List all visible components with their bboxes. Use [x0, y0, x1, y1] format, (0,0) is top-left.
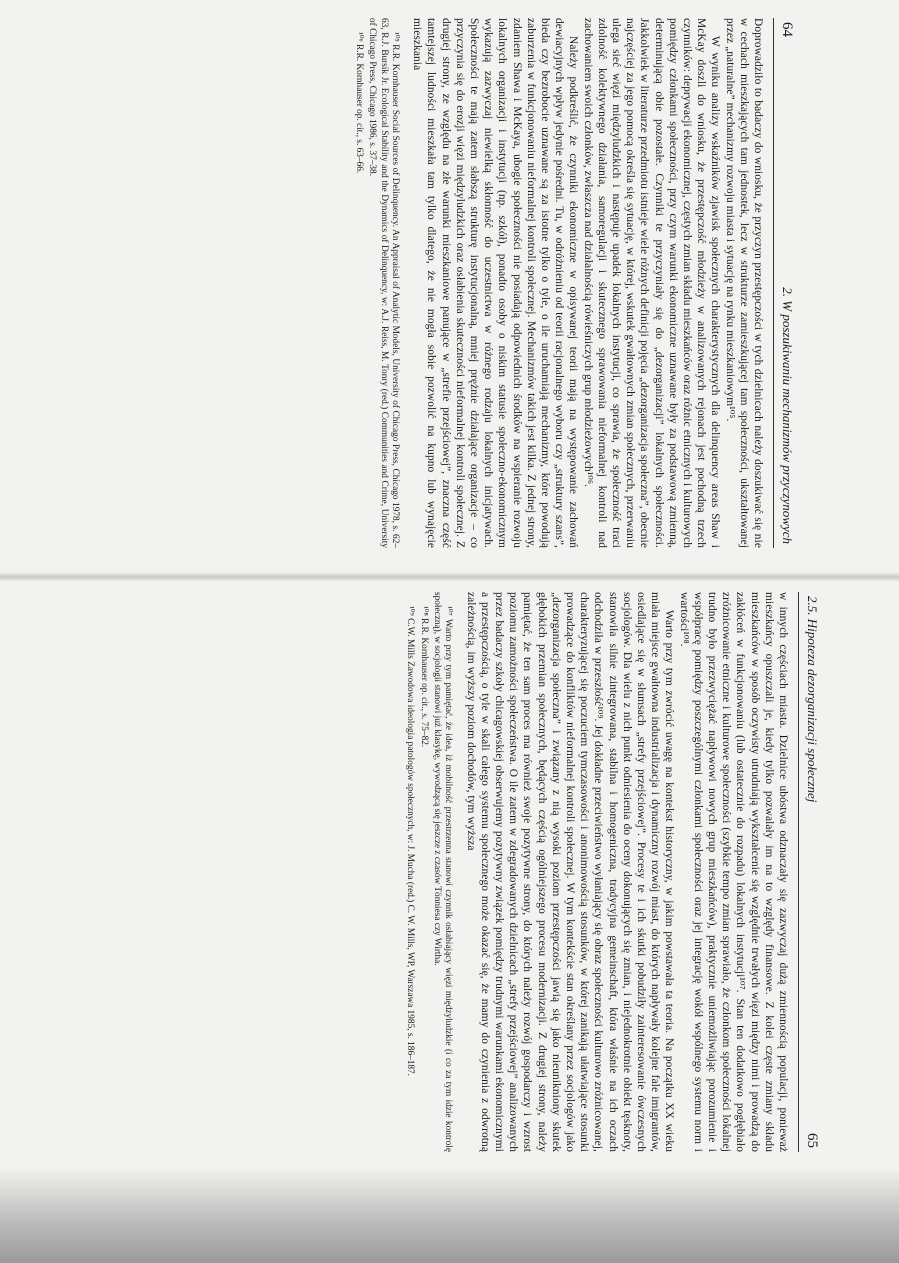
page-64	[35, 18, 795, 548]
page-number: 64	[779, 22, 795, 37]
paragraph: Warto przy tym zwrócić uwagę na kontekst historyczny, w jakim powstawała ta teoria. Na początku XX wieku miała miejsce gwałtowna industrializacja i dynamiczny rozwój miast, do których napływały kolejne fale imigrantów, osiedlające się w słumsach „strefy przejściowej”. Procesy te i ich skutki pobudziły zainteresowanie ówczesnych socjologów. Dla wielu z nich punkt odniesienia do oceny dokonujących się zmian, i niejednokrotnie obiekt tęsknoty, stanowiła silnie zintegrowana, stabilna i homogeniczna, tradycyjna gemeinschaft, która właśnie na ich oczach odchodziła w przeszłość¹⁰⁹. Jej dokładne przeciwieństwo wyłaniający się obraz społeczności kulturowo zróżnicowanej, charakteryzującej się poczuciem tymczasowości i anonimowością stosunków, w której zanikają ułatwiające stosunki prowadzące do konfliktów nieformalnej kontroli społecznej. W tym kontekście stan określany przez socjologów jako „dezorganizacja społeczna” i związany z nią wysoki poziom przestępczości jawią się jako nieunikniony skutek głębokich przemian społecznych, będących częścią ogólniejszego procesu modernizacji. Z drugiej strony, należy pamiętać, że ten sam proces ma również swoje pozytywne strony, do których należy rozwój gospodarczy i wzrost poziomu zamożności społeczeństwa. O ile zatem w zdegradowanych dzielnicach „strefy przejściowej” analizowanych przez badaczy szkoły chicagowskiej obserwujemy pozytywny związek pomiędzy trudnymi warunkami ekonomicznymi a przestępczością, o tyle w skali całego systemu społecznego może okazać się, że mamy do czynienia z odwrotną zależnością, im wyższy poziom dochodów, tym wyższa	[464, 592, 676, 1152]
running-head	[773, 18, 795, 548]
page-body	[410, 18, 765, 548]
page-number: 65	[804, 1133, 820, 1148]
running-head-title: 2. W poszukiwaniu mechanizmów przyczynowych	[780, 287, 795, 544]
page-65	[100, 592, 820, 1152]
footnote: ¹⁰⁹ C.W. Mills Zawodowa ideologia patologów społecznych, w: J. Mucha (red.) C. W. Mills, WP, Warszawa 1985, s. 186–187.	[405, 606, 416, 1077]
footnote: ¹⁰⁸ R.R. Kornhauser op. cit., s. 75–82.	[418, 606, 429, 748]
scanner-shadow	[0, 1168, 899, 1263]
footnotes	[404, 592, 454, 1152]
paragraph: W wyniku analizy wskaźników zjawisk społecznych charakterystycznych dla delinquency areas Shaw i McKay doszli do wniosku, że przestępczość młodzieży w analizowanych rejonach jest pochodną trzech czynników: deprywacji ekonomicznej, częstych zmian składu mieszkańców oraz różnic etnicznych i kulturowych pomiędzy członkami społeczności, przy czym warunki ekonomiczne uznawane były za podstawową zmienną, determinującą obie pozostałe. Czynniki te przyczyniały się do „dezorganizacji” lokalnych społeczności. Jakkolwiek w literaturze przedmiotu istnieje wiele różnych definicji pojęcia „dezorganizacja społeczna”, obecnie najczęściej za jego pomocą określa się sytuację, w której, wskutek gwałtownych zmian społecznych, przerwaniu ulega sieć więzi międzyludzkich i następuje upadek lokalnych instytucji, co sprawia, że społeczność traci zdolność kolektywnego działania, samoregulacji i skutecznego sprawowania nieformalnej kontroli nad zachowaniem swoich członków, zwłaszcza nad działalnością rówieśniczych grup młodzieżowych¹⁰⁶.	[581, 18, 722, 548]
page-body	[463, 592, 790, 1152]
paragraph: Doprowadziło to badaczy do wniosku, że przyczyn przestępczości w tych dzielnicach należy doszukiwać się nie w cechach mieszkających tam jednostek, lecz w strukturze zamieszkującej tam społeczności, ukształtowanej przez „naturalne” mechanizmy rozwoju miasta i sytuację na rynku mieszkaniowym¹⁰⁵.	[723, 18, 764, 548]
running-head	[798, 592, 820, 1152]
footnote: ¹⁰⁷ Warto przy tym pamiętać, że idea, iż mobilność przestrzenna stanowi czynnik osłabiający więzi międzyludzkie (i co za tym idzie kontrolę społeczną), w socjologii stanowi już klasykę, wywodzącą się jeszcze z czasów Tönniesa czy Wirtha.	[431, 592, 454, 1152]
footnote: ¹⁰⁵ R.R. Kornhauser Social Sources of Delinquency. An Appraisal of Analytic Models, University of Chicago Press, Chicago 1978, s. 62–63, R.J. Bursik Jr. Ecological Stability and the Dynamics of Delinquency, w: A.J. Reiss, M. Tonry (red.) Communities and Crime, University of Chicago Press, Chicago 1986, s. 37–38.	[367, 18, 400, 548]
paragraph: Należy podkreślić, że czynniki ekonomiczne w opisywanej teorii mają na występowanie zachowań dewiacyjnych wpływ jedynie pośredni. Tu, w odróżnieniu od teorii racjonalnego wyboru czy „struktury szans”, bieda czy bezrobocie uznawane są za istotne tylko o tyle, o ile uruchamiają mechanizmy, które powodują zaburzenia w funkcjonowaniu nieformalnej kontroli społecznej. Mechanizmów takich jest kilka. Z jednej strony, zdaniem Shawa i McKaya, ubogie społeczności nie posiadają odpowiednich środków na wspieranie rozwoju lokalnych organizacji i instytucji (np. szkół), ponadto osoby o niskim statusie społeczno-ekonomicznym wykazują zazwyczaj niewielką skłonność do uczestnictwa w różnego rodzaju lokalnych inicjatywach. Społeczności te mają zatem słabszą strukturę instytucjonalną, mniej prężnie działające organizacje – co przyczynia się do erozji więzi międzyludzkich oraz osłabienia skuteczności nieformalnej kontroli społecznej. Z drugiej strony, ze względu na złe warunki mieszkaniowe panujące w „strefie przejściowej”, znaczna część tamtejszej ludności mieszkała tam tylko dlatego, że nie mogła sobie pozwolić na kupno lub wynajęcie mieszkania	[411, 18, 580, 548]
footnote: ¹⁰⁶ R.R. Kornhauser op. cit., s. 63–66.	[353, 32, 364, 174]
paragraph: w innych częściach miasta. Dzielnice ubóstwa odznaczały się zazwyczaj dużą zmiennością populacji, ponieważ mieszkańcy opuszczali je, kiedy tylko pozwalały im na to względy finansowe. Z kolei częste zmiany składu mieszkańców w sposób oczywisty utrudniają wykształcenie się względnie trwałych więzi między nimi i prowadzą do zakłóceń w funkcjonowaniu (lub ostatecznie do rozpadu) lokalnych instytucji¹⁰⁷. Stan ten dodatkowo pogłębiało zróżnicowanie etniczne i kulturowe społeczności (szybkie tempo zmian sprawiało, że członkom społeczności lokalnej trudno było przezwyciężać napływowi nowych grup mieszkańców), praktycznie uniemożliwiając porozumienie i współpracę pomiędzy poszczególnymi członkami społeczności oraz jej integrację wokół wspólnego systemu norm i wartości¹⁰⁸.	[677, 592, 789, 1152]
footnotes	[352, 18, 400, 548]
running-head-title: 2.5. Hipoteza dezorganizacji społecznej	[805, 596, 820, 803]
book-gutter	[0, 572, 899, 582]
